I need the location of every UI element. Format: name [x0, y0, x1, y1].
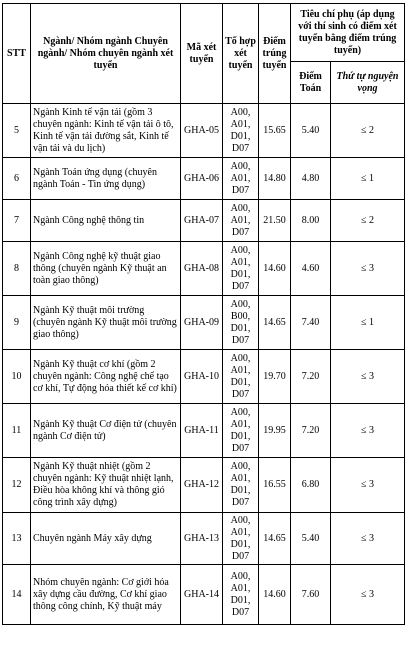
row-program-name: Nhóm chuyên ngành: Cơ giới hóa xây dựng cầu đường, Cơ khí giao thông công chính, Kỹ thuật máy — [31, 565, 181, 625]
row-math-score: 4.60 — [291, 242, 331, 296]
combo-code: D07 — [231, 142, 250, 154]
table-row — [3, 565, 405, 625]
row-stt: 12 — [3, 458, 31, 513]
row-math-score: 7.40 — [291, 296, 331, 350]
row-code: GHA-12 — [181, 458, 223, 513]
combo-code: A01, — [230, 526, 251, 538]
row-code: GHA-07 — [181, 200, 223, 242]
admission-table-container — [2, 3, 405, 625]
combo-code: A01, — [230, 582, 251, 594]
row-math-score: 5.40 — [291, 513, 331, 565]
row-stt: 8 — [3, 242, 31, 296]
combo-code: A00, — [230, 160, 251, 172]
row-combos — [223, 158, 259, 200]
row-score: 16.55 — [259, 458, 291, 513]
combo-code: D01, — [230, 268, 251, 280]
combo-code: A00, — [230, 202, 251, 214]
table-row — [3, 404, 405, 458]
row-combos — [223, 404, 259, 458]
row-priority: ≤ 1 — [331, 158, 405, 200]
row-combos — [223, 200, 259, 242]
combo-code: D07 — [231, 334, 250, 346]
table-body — [3, 104, 405, 625]
row-code: GHA-09 — [181, 296, 223, 350]
admission-score-table — [2, 3, 405, 625]
row-math-score: 7.60 — [291, 565, 331, 625]
combo-code: A00, — [230, 244, 251, 256]
combo-code: D01, — [230, 594, 251, 606]
row-code: GHA-13 — [181, 513, 223, 565]
header-program: Ngành/ Nhóm ngành Chuyên ngành/ Nhóm chuyên ngành xét tuyển — [31, 4, 181, 104]
row-score: 14.65 — [259, 513, 291, 565]
header-code: Mã xét tuyển — [181, 4, 223, 104]
row-program-name: Ngành Công nghệ kỹ thuật giao thông (chuyên ngành Kỹ thuật an toàn giao thông) — [31, 242, 181, 296]
combo-code: D07 — [231, 388, 250, 400]
row-combos — [223, 242, 259, 296]
table-row — [3, 104, 405, 158]
row-code: GHA-06 — [181, 158, 223, 200]
combo-code: A00, — [230, 406, 251, 418]
row-program-name: Ngành Công nghệ thông tin — [31, 200, 181, 242]
row-score: 15.65 — [259, 104, 291, 158]
row-stt: 6 — [3, 158, 31, 200]
row-priority: ≤ 2 — [331, 104, 405, 158]
table-row — [3, 350, 405, 404]
header-stt: STT — [3, 4, 31, 104]
combo-code: A00, — [230, 570, 251, 582]
combo-code: D07 — [231, 226, 250, 238]
row-math-score: 4.80 — [291, 158, 331, 200]
combo-code: A00, — [230, 352, 251, 364]
row-priority: ≤ 3 — [331, 242, 405, 296]
combo-code: A01, — [230, 118, 251, 130]
combo-code: A00, — [230, 514, 251, 526]
row-code: GHA-10 — [181, 350, 223, 404]
combo-code: D01, — [230, 538, 251, 550]
combo-code: A00, — [230, 298, 251, 310]
header-sub-criteria: Tiêu chí phụ (áp dụng với thí sinh có điểm xét tuyển bằng điểm trúng tuyển) — [291, 4, 405, 62]
row-stt: 11 — [3, 404, 31, 458]
row-score: 21.50 — [259, 200, 291, 242]
row-stt: 7 — [3, 200, 31, 242]
header-combos: Tổ hợp xét tuyển — [223, 4, 259, 104]
combo-code: D07 — [231, 550, 250, 562]
row-score: 14.65 — [259, 296, 291, 350]
row-combos — [223, 296, 259, 350]
combo-code: D01, — [230, 322, 251, 334]
row-priority: ≤ 3 — [331, 404, 405, 458]
row-program-name: Ngành Kỹ thuật cơ khí (gồm 2 chuyên ngành: Công nghệ chế tạo cơ khí, Tự động hóa thiết kế cơ khí) — [31, 350, 181, 404]
row-score: 14.60 — [259, 242, 291, 296]
combo-code: A01, — [230, 214, 251, 226]
row-priority: ≤ 1 — [331, 296, 405, 350]
row-combos — [223, 350, 259, 404]
row-priority: ≤ 3 — [331, 350, 405, 404]
row-stt: 9 — [3, 296, 31, 350]
row-score: 14.80 — [259, 158, 291, 200]
row-program-name: Chuyên ngành Máy xây dựng — [31, 513, 181, 565]
combo-code: D01, — [230, 376, 251, 388]
row-priority: ≤ 3 — [331, 565, 405, 625]
row-score: 14.60 — [259, 565, 291, 625]
row-score: 19.95 — [259, 404, 291, 458]
row-math-score: 8.00 — [291, 200, 331, 242]
row-combos — [223, 513, 259, 565]
table-row — [3, 513, 405, 565]
combo-code: A00, — [230, 461, 251, 472]
combo-code: D01, — [230, 130, 251, 142]
row-combos — [223, 458, 259, 513]
table-row — [3, 200, 405, 242]
row-math-score: 5.40 — [291, 104, 331, 158]
combo-code: B00, — [230, 310, 251, 322]
combo-code: D01, — [230, 430, 251, 442]
row-program-name: Ngành Toán ứng dụng (chuyên ngành Toán - Tin ứng dụng) — [31, 158, 181, 200]
header-score: Điểm trúng tuyển — [259, 4, 291, 104]
header-math-score: Điểm Toán — [291, 62, 331, 104]
row-code: GHA-05 — [181, 104, 223, 158]
combo-code: D07 — [231, 184, 250, 196]
row-combos — [223, 565, 259, 625]
row-stt: 10 — [3, 350, 31, 404]
combo-code: A01, — [230, 364, 251, 376]
table-row — [3, 296, 405, 350]
row-math-score: 6.80 — [291, 458, 331, 513]
row-priority: ≤ 3 — [331, 513, 405, 565]
combo-code: D01, — [230, 485, 251, 496]
combo-code: A01, — [230, 172, 251, 184]
combo-code: D07 — [231, 280, 250, 292]
row-program-name: Ngành Kỹ thuật Cơ điện tử (chuyên ngành Cơ điện tử) — [31, 404, 181, 458]
combo-code: A01, — [230, 418, 251, 430]
row-code: GHA-11 — [181, 404, 223, 458]
row-priority: ≤ 2 — [331, 200, 405, 242]
header-priority: Thứ tự nguyện vọng — [331, 62, 405, 104]
row-stt: 14 — [3, 565, 31, 625]
row-code: GHA-14 — [181, 565, 223, 625]
row-program-name: Ngành Kinh tế vận tải (gồm 3 chuyên ngành: Kinh tế vận tải ô tô, Kinh tế vận tải đường sắt, Kinh tế vận tải và du lịch) — [31, 104, 181, 158]
combo-code: A01, — [230, 256, 251, 268]
row-stt: 5 — [3, 104, 31, 158]
row-code: GHA-08 — [181, 242, 223, 296]
row-priority: ≤ 3 — [331, 458, 405, 513]
combo-code: D07 — [231, 497, 250, 508]
row-program-name: Ngành Kỹ thuật môi trường (chuyên ngành Kỹ thuật môi trường giao thông) — [31, 296, 181, 350]
combo-code: A01, — [230, 473, 251, 484]
row-math-score: 7.20 — [291, 350, 331, 404]
combo-code: D07 — [231, 606, 250, 618]
row-stt: 13 — [3, 513, 31, 565]
combo-code: A00, — [230, 106, 251, 118]
row-combos — [223, 104, 259, 158]
row-program-name: Ngành Kỹ thuật nhiệt (gồm 2 chuyên ngành: Kỹ thuật nhiệt lạnh, Điều hòa không khí và thông gió công trình xây dựng) — [31, 458, 181, 513]
table-row — [3, 158, 405, 200]
table-row — [3, 242, 405, 296]
combo-code: D07 — [231, 442, 250, 454]
row-math-score: 7.20 — [291, 404, 331, 458]
row-score: 19.70 — [259, 350, 291, 404]
table-row — [3, 458, 405, 513]
